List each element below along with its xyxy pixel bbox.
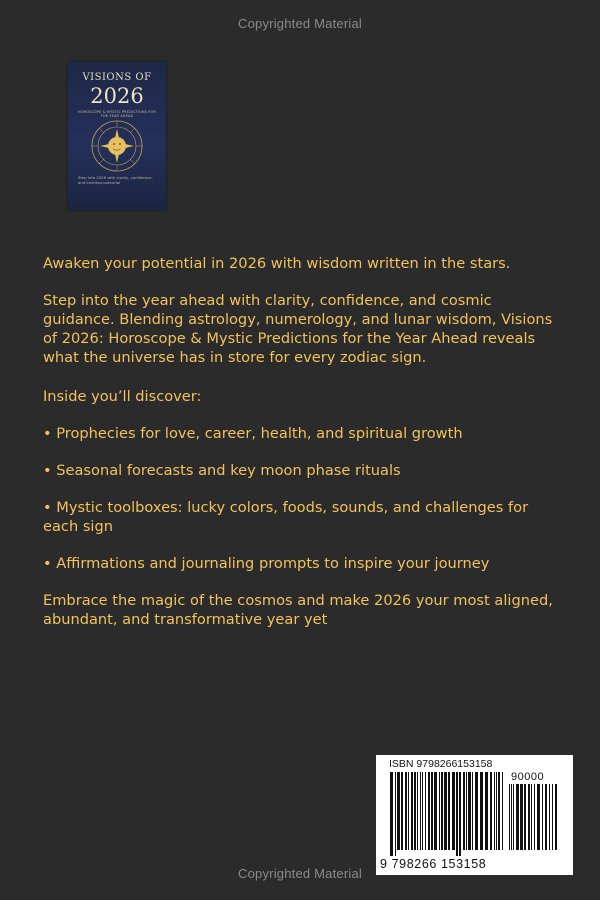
barcode-bar <box>513 784 514 850</box>
price-code: 90000 <box>511 771 545 783</box>
barcode-bar <box>448 772 450 850</box>
barcode-bar <box>534 784 535 850</box>
barcode-bar <box>414 772 416 850</box>
barcode-bar <box>452 772 455 850</box>
barcode-bar <box>441 772 443 850</box>
barcode-bar <box>475 772 478 850</box>
barcode-bar <box>463 772 465 850</box>
barcode-bar <box>468 772 471 850</box>
barcode-bar <box>466 772 467 850</box>
barcode-bar <box>496 772 497 850</box>
barcode-bar <box>520 784 523 850</box>
barcode-bar <box>502 772 503 850</box>
barcode-bar <box>439 772 440 850</box>
barcode-bar <box>434 772 437 850</box>
inside-heading: Inside you’ll discover: <box>43 388 202 405</box>
barcode-bars <box>390 772 505 856</box>
barcode-bar <box>456 772 458 856</box>
barcode-bar <box>444 772 447 850</box>
description-intro: Step into the year ahead with clarity, confidence, and cosmic guidance. Blending astrology, numerology, and lunar wisdom, Visions of 2026: Horoscope & Mystic Predictions for the Year Ahead reveals what the universe has in store for every zodiac sign. <box>43 292 553 366</box>
barcode-bar <box>417 772 418 850</box>
cover-year: 2026 <box>90 84 144 108</box>
cover-tagline: Step into 2026 with clarity, confidence, and limitless potential <box>78 175 153 185</box>
isbn-barcode <box>376 755 573 875</box>
barcode-bar <box>420 772 421 850</box>
barcode-digits: 9 798266 153158 <box>380 857 487 871</box>
watermark-top: Copyrighted Material <box>238 16 362 31</box>
barcode-bar <box>545 784 547 850</box>
barcode-bar <box>490 772 492 850</box>
barcode-bar <box>425 772 426 850</box>
cover-thumbnail <box>68 62 166 210</box>
barcode-bar <box>422 772 423 850</box>
barcode-bar <box>498 772 500 850</box>
bullet-item: • Seasonal forecasts and key moon phase rituals <box>43 462 401 479</box>
book-description <box>43 254 563 629</box>
barcode-bar <box>528 784 530 850</box>
barcode-bar <box>408 772 409 850</box>
barcode-bar <box>511 784 512 850</box>
barcode-bar <box>485 772 488 850</box>
description-tagline: Awaken your potential in 2026 with wisdom written in the stars. <box>43 255 511 272</box>
bullet-item: • Affirmations and journaling prompts to inspire your journey <box>43 555 490 572</box>
barcode-bar <box>428 772 430 850</box>
barcode-bar <box>524 784 526 850</box>
barcode-bar <box>516 784 519 850</box>
barcode-bar <box>459 772 461 856</box>
cover-subtitle: HOROSCOPE & MYSTIC PREDICTIONS FOR THE YEAR AHEAD <box>78 110 156 119</box>
barcode-bar <box>531 784 532 850</box>
barcode-bar <box>401 772 403 850</box>
barcode-bar <box>552 784 553 850</box>
bullet-item: • Mystic toolboxes: lucky colors, foods, sounds, and challenges for each sign <box>43 499 529 535</box>
isbn-label: ISBN 9798266153158 <box>389 758 493 770</box>
barcode-bar <box>542 784 543 850</box>
barcode-bar <box>395 772 396 856</box>
barcode-bar <box>549 784 550 850</box>
barcode-bar <box>555 784 557 850</box>
barcode-bar <box>472 772 473 850</box>
barcode-addon-bars <box>509 784 559 856</box>
barcode-bar <box>411 772 413 850</box>
watermark-bottom: Copyrighted Material <box>238 866 362 881</box>
description-closing: Embrace the magic of the cosmos and make 2026 your most aligned, abundant, and transformative year yet <box>43 592 553 628</box>
bullet-item: • Prophecies for love, career, health, and spiritual growth <box>43 425 463 442</box>
barcode-bar <box>509 784 510 850</box>
barcode-bar <box>390 772 393 856</box>
barcode-bar <box>397 772 400 850</box>
barcode-bar <box>480 772 483 850</box>
zodiac-sun-wheel-icon <box>87 119 147 173</box>
cover-title: VISIONS OF <box>82 72 152 83</box>
barcode-bar <box>431 772 433 850</box>
barcode-bar <box>405 772 407 850</box>
barcode-bar <box>537 784 540 850</box>
barcode-bar <box>494 772 495 850</box>
